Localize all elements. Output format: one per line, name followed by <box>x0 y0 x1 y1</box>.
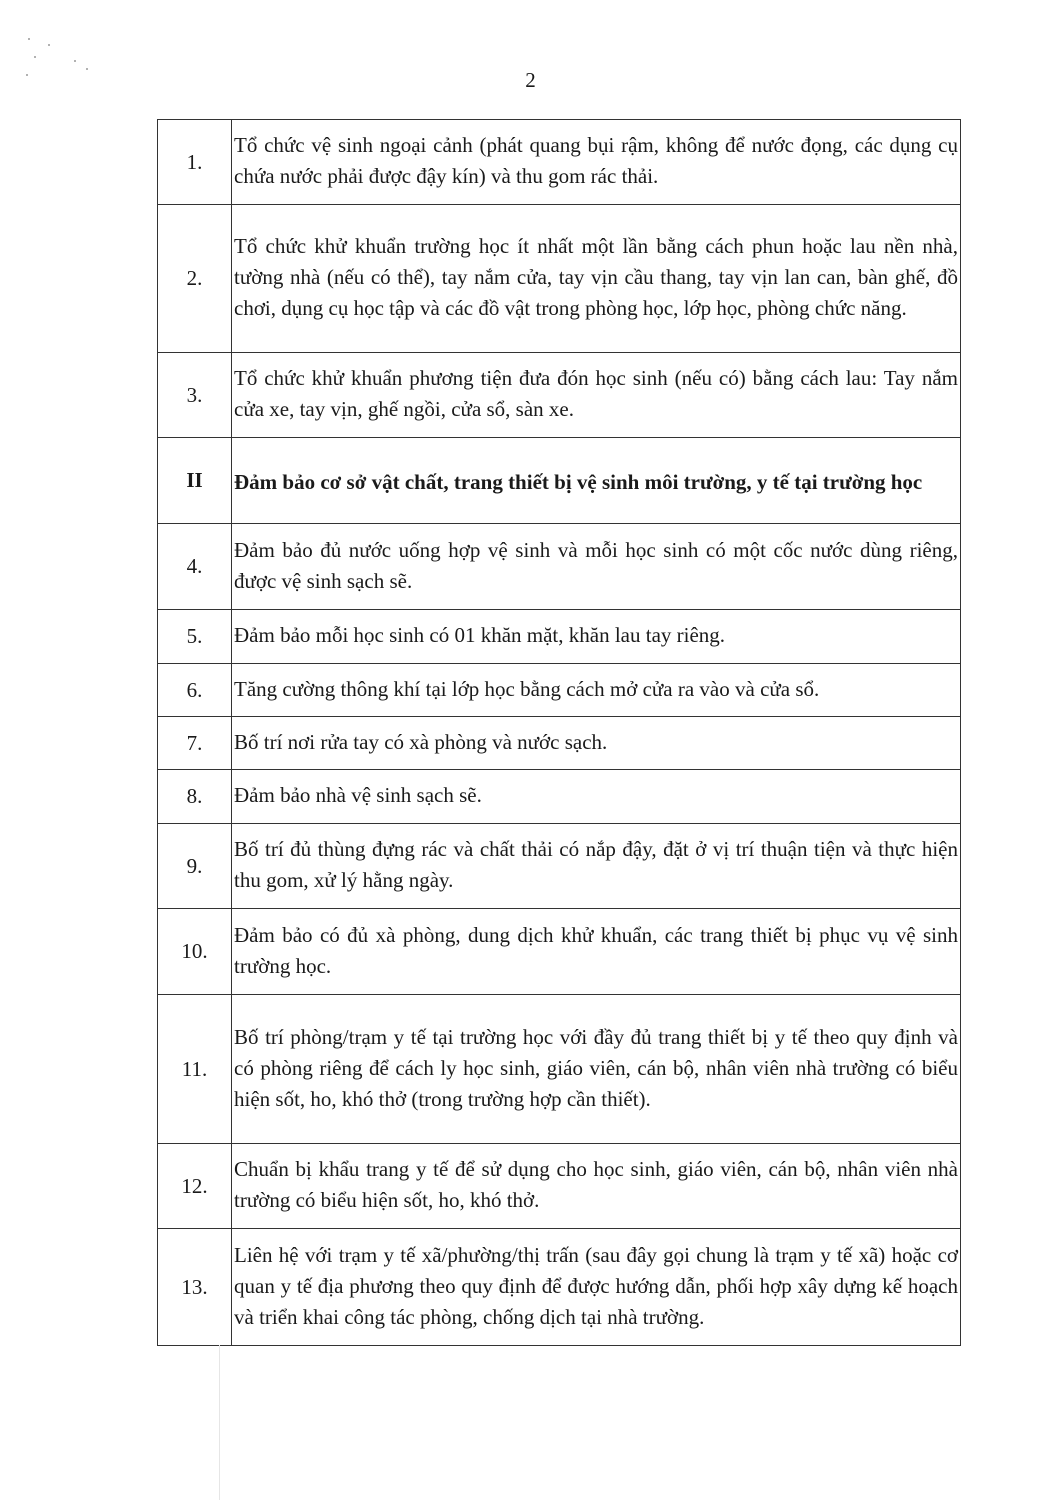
row-text: Bố trí đủ thùng đựng rác và chất thải có nắp đậy, đặt ở vị trí thuận tiện và thực hiện thu gom, xử lý hằng ngày. <box>232 824 961 909</box>
row-text: Tổ chức khử khuẩn trường học ít nhất một lần bằng cách phun hoặc lau nền nhà, tường nhà (nếu có thể), tay nắm cửa, tay vịn cầu thang, tay vịn lan can, bàn ghế, đồ chơi, dụng cụ học tập và các đồ vật trong phòng học, lớp học, phòng chức năng. <box>232 205 961 353</box>
section-row <box>158 438 961 524</box>
row-number: 6. <box>158 664 232 717</box>
row-text: Tổ chức khử khuẩn phương tiện đưa đón học sinh (nếu có) bằng cách lau: Tay nắm cửa xe, tay vịn, ghế ngồi, cửa sổ, sàn xe. <box>232 353 961 438</box>
table-row <box>158 770 961 824</box>
row-text: Chuẩn bị khẩu trang y tế để sử dụng cho học sinh, giáo viên, cán bộ, nhân viên nhà trường có biểu hiện sốt, ho, khó thở. <box>232 1144 961 1229</box>
row-number: 4. <box>158 524 232 610</box>
row-number: 13. <box>158 1229 232 1346</box>
row-text: Đảm bảo đủ nước uống hợp vệ sinh và mỗi học sinh có một cốc nước dùng riêng, được vệ sinh sạch sẽ. <box>232 524 961 610</box>
section-number: II <box>158 438 232 524</box>
row-number: 2. <box>158 205 232 353</box>
row-number: 3. <box>158 353 232 438</box>
table-row <box>158 205 961 353</box>
row-text: Bố trí phòng/trạm y tế tại trường học với đầy đủ trang thiết bị y tế theo quy định và có phòng riêng để cách ly học sinh, giáo viên, cán bộ, nhân viên nhà trường có biểu hiện sốt, ho, khó thở (trong trường hợp cần thiết). <box>232 995 961 1144</box>
checklist-body <box>158 120 961 1346</box>
scan-artifact-line <box>219 1345 220 1500</box>
row-number: 7. <box>158 717 232 770</box>
row-number: 9. <box>158 824 232 909</box>
row-number: 11. <box>158 995 232 1144</box>
table-row <box>158 1229 961 1346</box>
table-row <box>158 995 961 1144</box>
row-number: 8. <box>158 770 232 824</box>
row-text: Tổ chức vệ sinh ngoại cảnh (phát quang bụi rậm, không để nước đọng, các dụng cụ chứa nước phải được đậy kín) và thu gom rác thải. <box>232 120 961 205</box>
table-row <box>158 824 961 909</box>
row-text: Tăng cường thông khí tại lớp học bằng cách mở cửa ra vào và cửa sổ. <box>232 664 961 717</box>
section-title: Đảm bảo cơ sở vật chất, trang thiết bị vệ sinh môi trường, y tế tại trường học <box>232 438 961 524</box>
row-number: 5. <box>158 610 232 664</box>
table-row <box>158 717 961 770</box>
table-row <box>158 524 961 610</box>
row-text: Đảm bảo nhà vệ sinh sạch sẽ. <box>232 770 961 824</box>
checklist-table <box>157 119 961 1346</box>
table-row <box>158 909 961 995</box>
row-text: Đảm bảo mỗi học sinh có 01 khăn mặt, khăn lau tay riêng. <box>232 610 961 664</box>
row-text: Liên hệ với trạm y tế xã/phường/thị trấn (sau đây gọi chung là trạm y tế xã) hoặc cơ quan y tế địa phương theo quy định để được hướng dẫn, phối hợp xây dựng kế hoạch và triển khai công tác phòng, chống dịch tại nhà trường. <box>232 1229 961 1346</box>
table-row <box>158 353 961 438</box>
row-number: 12. <box>158 1144 232 1229</box>
row-number: 10. <box>158 909 232 995</box>
table-row <box>158 1144 961 1229</box>
page-number: 2 <box>525 68 536 92</box>
table-row <box>158 610 961 664</box>
table-row <box>158 120 961 205</box>
row-text: Đảm bảo có đủ xà phòng, dung dịch khử khuẩn, các trang thiết bị phục vụ vệ sinh trường học. <box>232 909 961 995</box>
row-text: Bố trí nơi rửa tay có xà phòng và nước sạch. <box>232 717 961 770</box>
row-number: 1. <box>158 120 232 205</box>
table-row <box>158 664 961 717</box>
